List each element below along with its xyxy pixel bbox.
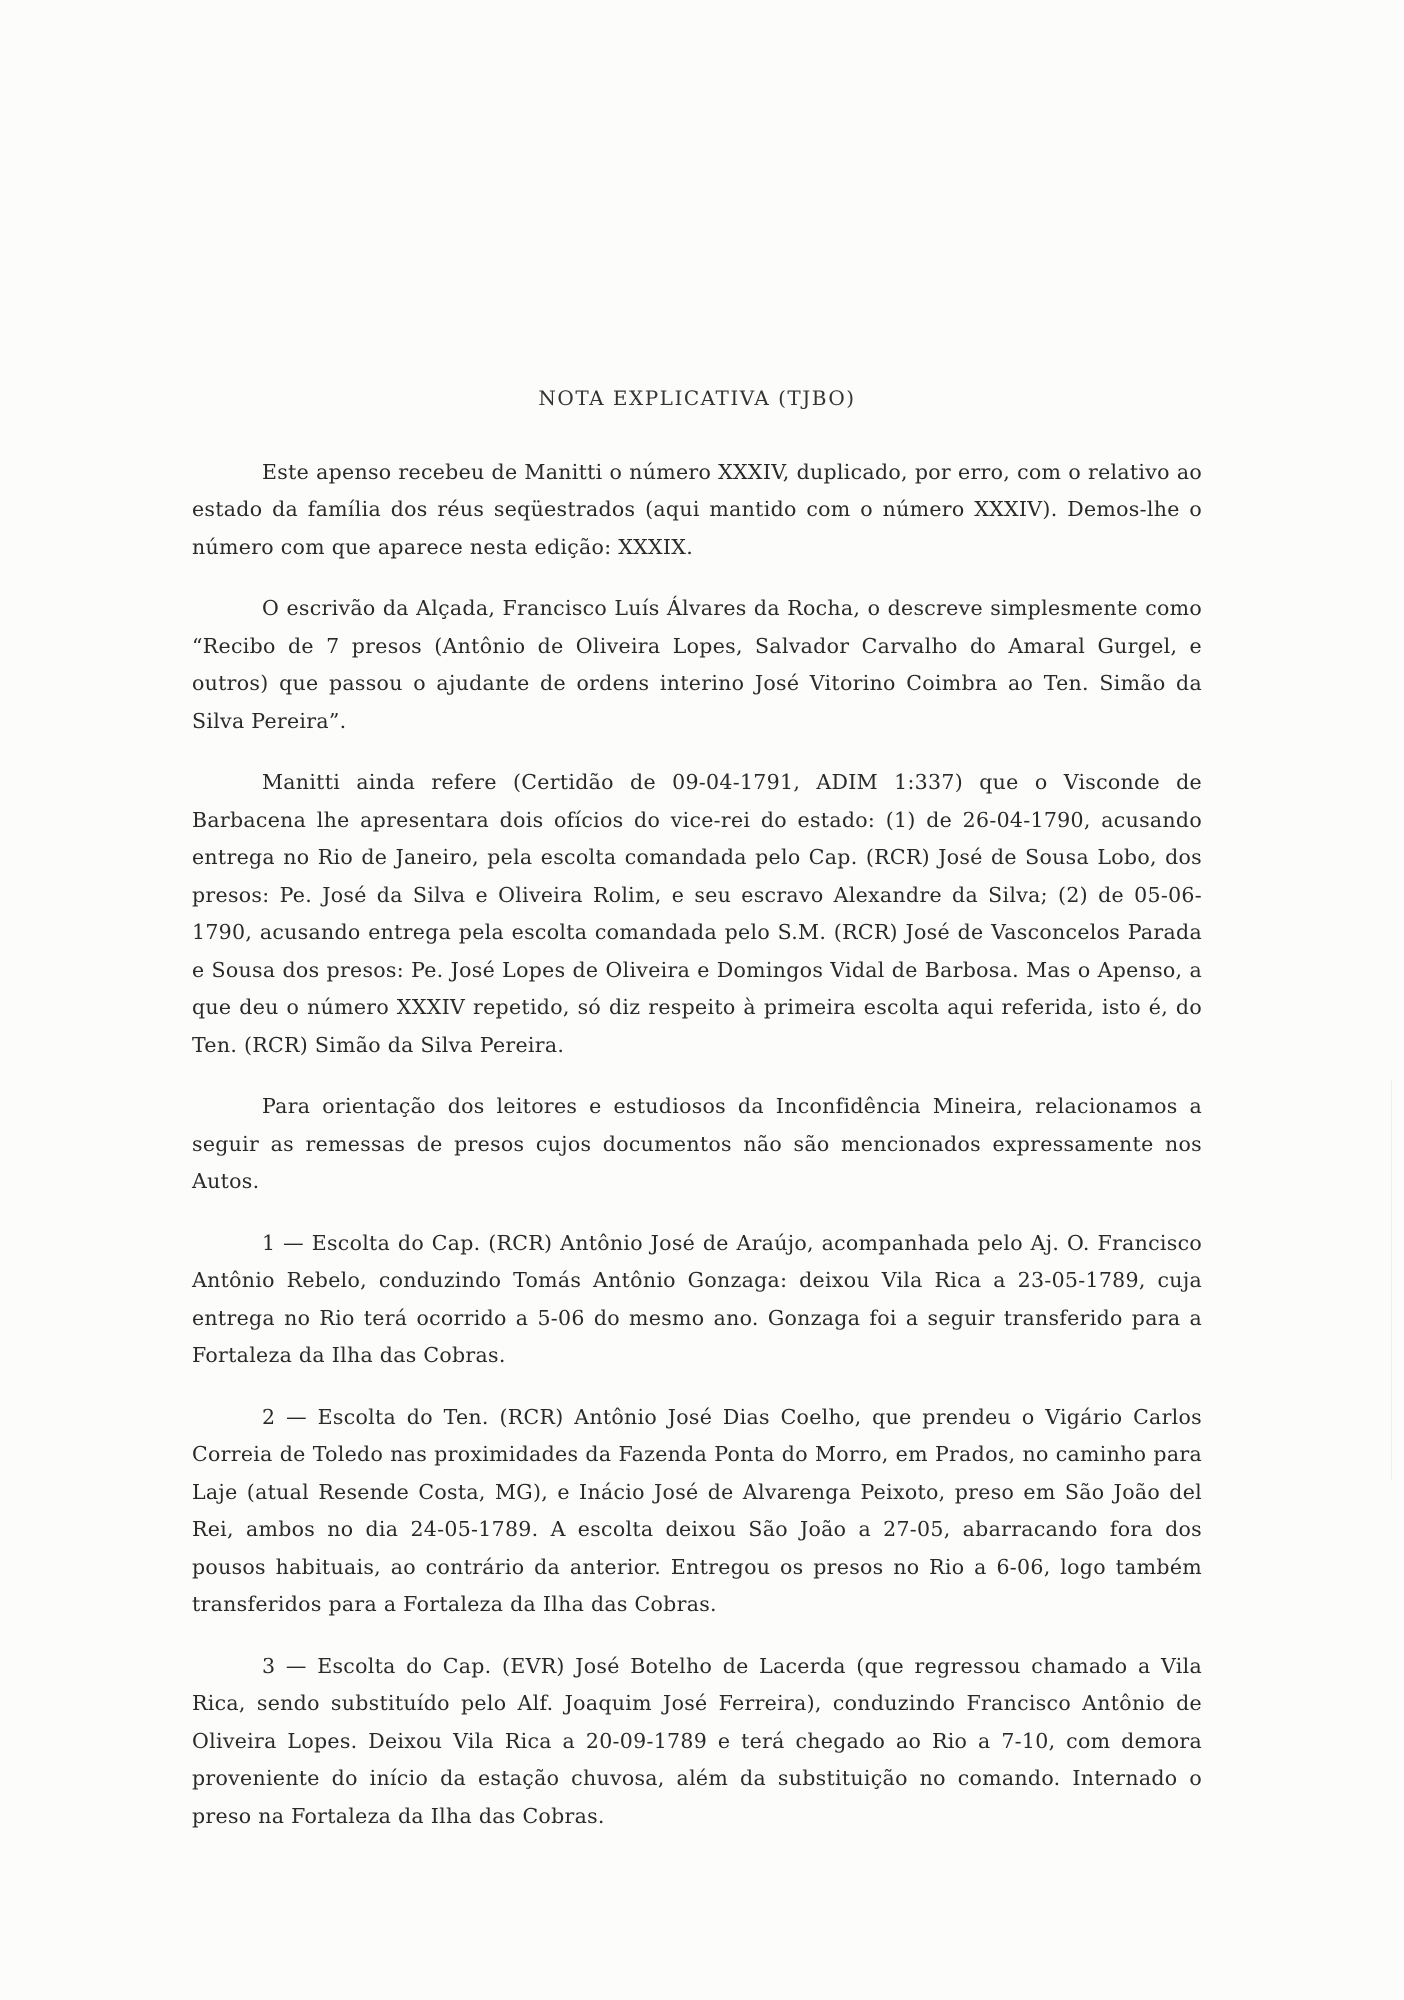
document-title: NOTA EXPLICATIVA (TJBO)	[538, 386, 856, 410]
document-body	[192, 380, 1202, 1859]
paragraph-orientacao: Para orientação dos leitores e estudiosos da Inconfidência Mineira, relacionamos a seguir as remessas de presos cujos documentos não são mencionados expressamente nos Autos.	[192, 1094, 1202, 1193]
paragraph-escolta-2: 2 — Escolta do Ten. (RCR) Antônio José Dias Coelho, que prendeu o Vigário Carlos Correia de Toledo nas proximidades da Fazenda Ponta do Morro, em Prados, no caminho para Laje (atual Resende Costa, MG), e Inácio José de Alvarenga Peixoto, preso em São João del Rei, ambos no dia 24-05-1789. A escolta deixou São João a 27-05, abarracando fora dos pousos habituais, ao contrário da anterior. Entregou os presos no Rio a 6-06, logo também transferidos para a Fortaleza da Ilha das Cobras.	[192, 1404, 1202, 1616]
scan-edge-mark	[1391, 1080, 1404, 1480]
paragraph-manitti-certidao: Manitti ainda refere (Certidão de 09-04-1791, ADIM 1:337) que o Visconde de Barbacena lhe apresentara dois ofícios do vice-rei do estado: (1) de 26-04-1790, acusando entrega no Rio de Janeiro, pela escolta comandada pelo Cap. (RCR) José de Sousa Lobo, dos presos: Pe. José da Silva e Oliveira Rolim, e seu escravo Alexandre da Silva; (2) de 05-06-1790, acusando entrega pela escolta comandada pelo S.M. (RCR) José de Vasconcelos Parada e Sousa dos presos: Pe. José Lopes de Oliveira e Domingos Vidal de Barbosa. Mas o Apenso, a que deu o número XXXIV repetido, só diz respeito à primeira escolta aqui referida, isto é, do Ten. (RCR) Simão da Silva Pereira.	[192, 770, 1202, 1057]
paragraph-escolta-3: 3 — Escolta do Cap. (EVR) José Botelho de Lacerda (que regressou chamado a Vila Rica, sendo substituído pelo Alf. Joaquim José Ferreira), conduzindo Francisco Antônio de Oliveira Lopes. Deixou Vila Rica a 20-09-1789 e terá chegado ao Rio a 7-10, com demora proveniente do início da estação chuvosa, além da substituição no comando. Internado o preso na Fortaleza da Ilha das Cobras.	[192, 1653, 1202, 1828]
paragraph-escolta-1: 1 — Escolta do Cap. (RCR) Antônio José de Araújo, acompanhada pelo Aj. O. Francisco Antônio Rebelo, conduzindo Tomás Antônio Gonzaga: deixou Vila Rica a 23-05-1789, cuja entrega no Rio terá ocorrido a 5-06 do mesmo ano. Gonzaga foi a seguir transferido para a Fortaleza da Ilha das Cobras.	[192, 1230, 1202, 1367]
paragraph-escrivao-description: O escrivão da Alçada, Francisco Luís Álvares da Rocha, o descreve simplesmente como “Recibo de 7 presos (Antônio de Oliveira Lopes, Salvador Carvalho do Amaral Gurgel, e outros) que passou o ajudante de ordens interino José Vitorino Coimbra ao Ten. Simão da Silva Pereira”.	[192, 596, 1202, 733]
paragraph-apenso-number: Este apenso recebeu de Manitti o número XXXIV, duplicado, por erro, com o relativo ao estado da família dos réus seqüestrados (aqui mantido com o número XXXIV). Demos-lhe o número com que aparece nesta edição: XXXIX.	[192, 459, 1202, 559]
